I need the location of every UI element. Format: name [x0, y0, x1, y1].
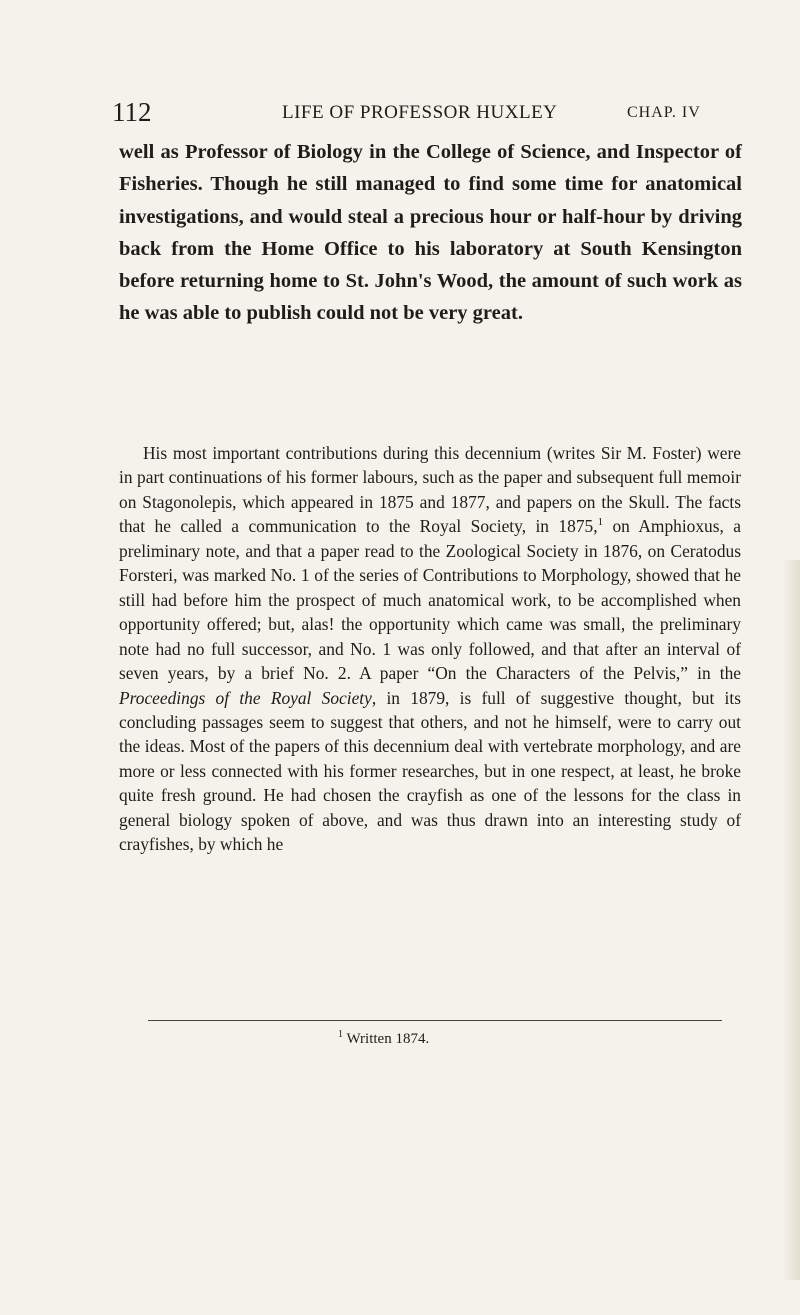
page-edge-shadow — [782, 560, 800, 1280]
quote-text-part-2: on Amphioxus, a preliminary note, and that a paper read to the Zoological Society in 1876, on Ceratodus Forsteri, was marked No. 1 of the series of Contributions to Morphology, showed that he still had before him the prospect of much anatomical work, to be accomplished when opportunity offered; but, alas! the opportunity which came was small, the preliminary note had no full successor, and No. 1 was only followed, and that after an interval of seven years, by a brief No. 2. A paper “On the Characters of the Pelvis,” in the — [119, 516, 742, 684]
body-paragraph: well as Professor of Biology in the College of Science, and Inspector of Fisheries. Though he still managed to find some time for anatomical investigations, and would steal a precious hour or half-hour by driving back from the Home Office to his laboratory at South Kensington before returning home to St. John's Wood, the amount of such work as he was able to publish could not be very great. — [119, 141, 742, 325]
page-number: 112 — [112, 97, 152, 127]
quote-text-part-1: His most important contributions during this decennium (writes Sir M. Foster) were in part continuations of his former labours, such as the paper and subsequent full memoir on Stagonolepis, which appeared in 1875 and 1877, and papers on the Skull. The facts that he called a communication to the Royal Society, in 1875, — [119, 443, 741, 537]
main-text — [119, 136, 742, 330]
page-header — [112, 97, 762, 137]
footnote-text: Written 1874. — [343, 1031, 430, 1047]
footnote-reference: 1 — [597, 516, 604, 529]
footnote-rule — [148, 1020, 722, 1021]
journal-title: Proceedings of the Royal Society — [119, 687, 372, 708]
footnote — [338, 1029, 429, 1048]
footnote-marker: 1 — [338, 1029, 343, 1040]
quote-text-part-3: , in 1879, is full of suggestive thought, but its concluding passages seem to suggest that others, and not he himself, were to carry out the ideas. Most of the papers of this decennium deal with vertebrate morphology, and are more or less connected with his former researches, but in one respect, at least, he broke quite fresh ground. He had chosen the crayfish as one of the lessons for the class in general biology spoken of above, and was thus drawn into an interesting study of crayfishes, by which he — [119, 687, 741, 855]
chapter-mark: CHAP. IV — [627, 104, 701, 121]
quote-paragraph — [119, 441, 741, 857]
running-title: LIFE OF PROFESSOR HUXLEY — [282, 102, 558, 123]
quoted-passage — [119, 441, 741, 857]
